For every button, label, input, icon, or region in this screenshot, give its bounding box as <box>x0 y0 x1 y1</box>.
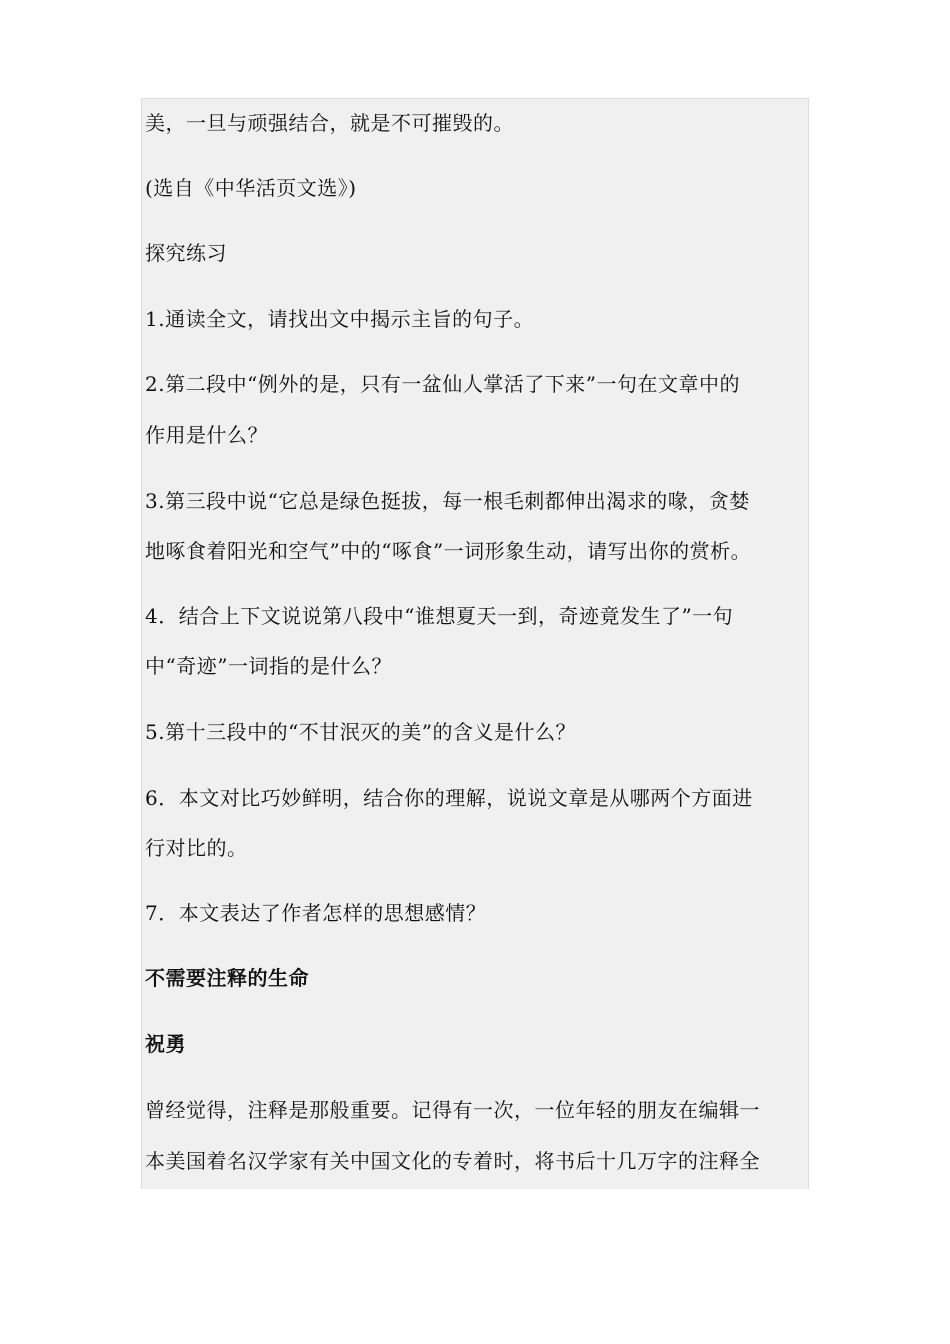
document-page-panel <box>141 98 809 1189</box>
text-line-conclusion: 美，一旦与顽强结合，就是不可摧毁的。 <box>145 111 514 135</box>
question-4-line-2: 中“奇迹”一词指的是什么？ <box>145 654 392 678</box>
question-3-line-2: 地啄食着阳光和空气”中的“啄食”一词形象生动，请写出你的赏析。 <box>145 539 752 563</box>
question-6-line-1: 6．本文对比巧妙鲜明，结合你的理解，说说文章是从哪两个方面进 <box>145 786 753 810</box>
article-title: 不需要注释的生命 <box>145 966 309 990</box>
question-4-line-1: 4．结合上下文说说第八段中“谁想夏天一到，奇迹竟发生了”一句 <box>145 604 734 628</box>
article-author: 祝勇 <box>145 1032 186 1056</box>
text-line-source: (选自《中华活页文选》) <box>145 176 357 200</box>
article-body-line-2: 本美国着名汉学家有关中国文化的专着时，将书后十几万字的注释全 <box>145 1149 760 1173</box>
article-body-line-1: 曾经觉得，注释是那般重要。记得有一次，一位年轻的朋友在编辑一 <box>145 1098 760 1122</box>
question-2-line-2: 作用是什么？ <box>145 423 268 447</box>
question-7: 7．本文表达了作者怎样的思想感情？ <box>145 901 487 925</box>
question-1: 1.通读全文，请找出文中揭示主旨的句子。 <box>145 307 535 331</box>
question-2-line-1: 2.第二段中“例外的是，只有一盆仙人掌活了下来”一句在文章中的 <box>145 372 741 396</box>
question-6-line-2: 行对比的。 <box>145 836 248 860</box>
section-heading-exercises: 探究练习 <box>145 241 227 265</box>
question-3-line-1: 3.第三段中说“它总是绿色挺拔，每一根毛刺都伸出渴求的喙，贪婪 <box>145 489 750 513</box>
question-5: 5.第十三段中的“不甘泯灭的美”的含义是什么？ <box>145 720 577 744</box>
